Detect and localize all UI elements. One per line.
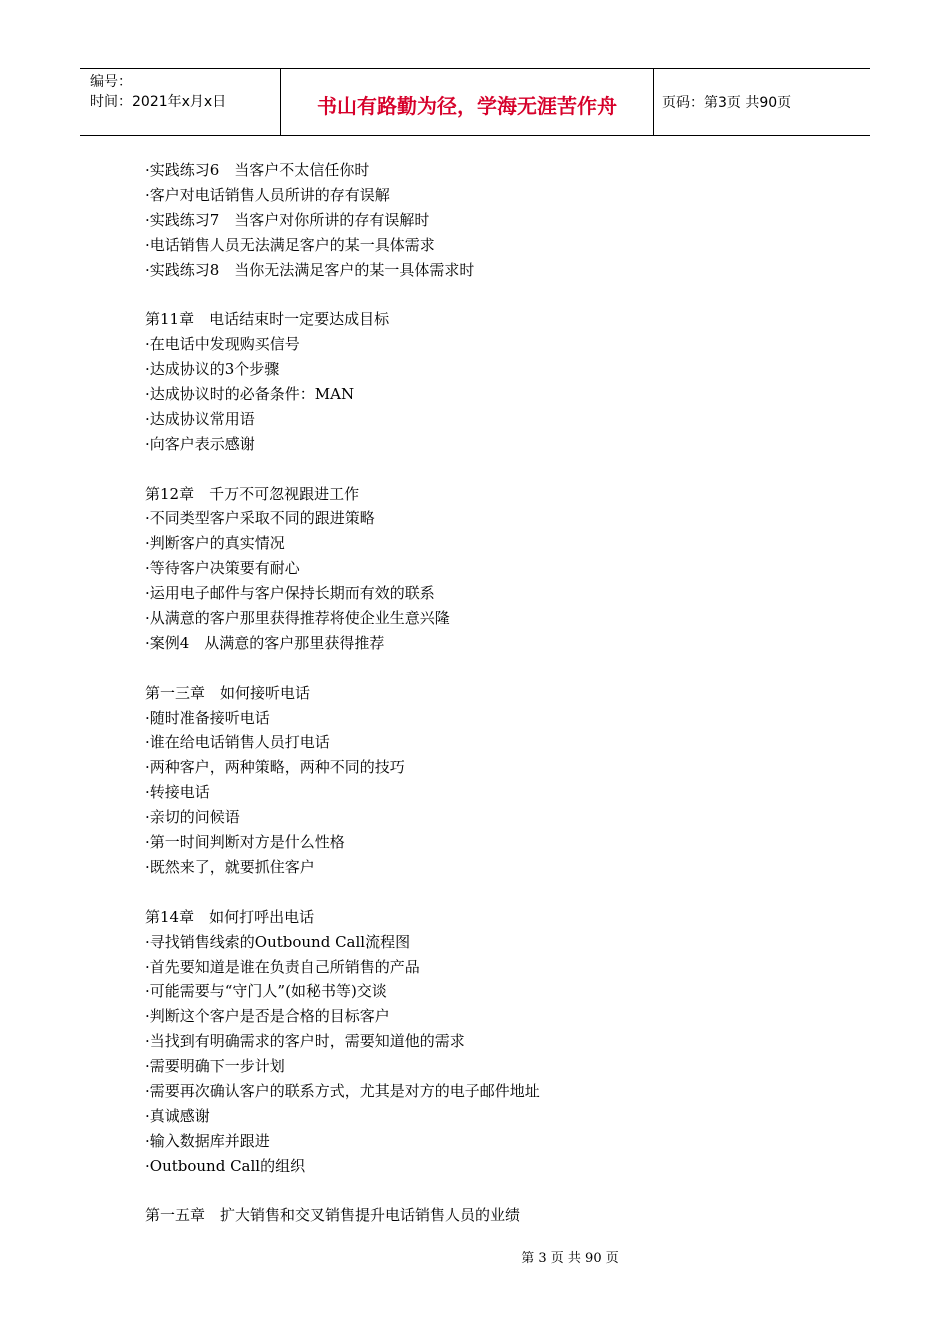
list-item: ·Outbound Call的组织 bbox=[145, 1156, 306, 1175]
chapter-heading: 第12章 千万不可忽视跟进工作 bbox=[145, 484, 360, 503]
page-footer: 第 3 页 共 90 页 bbox=[521, 1251, 619, 1266]
list-item: ·既然来了，就要抓住客户 bbox=[145, 857, 315, 876]
list-item: ·两种客户，两种策略，两种不同的技巧 bbox=[145, 758, 405, 777]
chapter-heading: 第一三章 如何接听电话 bbox=[145, 683, 311, 702]
list-item: ·转接电话 bbox=[145, 783, 210, 802]
list-item: ·不同类型客户采取不同的跟进策略 bbox=[145, 509, 375, 528]
header-page-info: 页码：第3页 共90页 bbox=[662, 95, 792, 111]
document-body bbox=[145, 158, 845, 1228]
paragraph-gap bbox=[145, 880, 845, 905]
list-item: ·实践练习8 当你无法满足客户的某一具体需求时 bbox=[145, 260, 475, 279]
list-item: ·向客户表示感谢 bbox=[145, 434, 255, 453]
list-item: ·随时准备接听电话 bbox=[145, 708, 270, 727]
list-item: ·等待客户决策要有耐心 bbox=[145, 559, 300, 578]
list-item: ·达成协议常用语 bbox=[145, 409, 255, 428]
paragraph-gap bbox=[145, 656, 845, 681]
paragraph-gap bbox=[145, 282, 845, 307]
list-item: ·实践练习6 当客户不太信任你时 bbox=[145, 161, 370, 179]
list-item: ·真诚感谢 bbox=[145, 1106, 210, 1125]
document-date-label: 时间：2021年x月x日 bbox=[90, 94, 227, 110]
list-item: ·可能需要与“守门人”(如秘书等)交谈 bbox=[145, 982, 387, 1001]
list-item: ·客户对电话销售人员所讲的存有误解 bbox=[145, 185, 390, 204]
list-item: ·判断客户的真实情况 bbox=[145, 534, 285, 553]
list-item: ·达成协议时的必备条件：MAN bbox=[145, 385, 355, 404]
paragraph-gap bbox=[145, 457, 845, 482]
page-header bbox=[80, 68, 870, 136]
header-motto: 书山有路勤为径，学海无涯苦作舟 bbox=[281, 69, 654, 135]
list-item: ·运用电子邮件与客户保持长期而有效的联系 bbox=[145, 584, 435, 603]
list-item: ·在电话中发现购买信号 bbox=[145, 335, 300, 354]
list-item: ·需要明确下一步计划 bbox=[145, 1057, 285, 1076]
list-item: ·寻找销售线索的Outbound Call流程图 bbox=[145, 932, 411, 951]
chapter-heading: 第一五章 扩大销售和交叉销售提升电话销售人员的业绩 bbox=[145, 1206, 521, 1225]
header-meta-cell bbox=[80, 69, 281, 135]
list-item: ·第一时间判断对方是什么性格 bbox=[145, 833, 345, 852]
list-item: ·达成协议的3个步骤 bbox=[145, 360, 280, 379]
list-item: ·实践练习7 当客户对你所讲的存有误解时 bbox=[145, 210, 430, 229]
chapter-heading: 第11章 电话结束时一定要达成目标 bbox=[145, 310, 390, 329]
list-item: ·亲切的问候语 bbox=[145, 808, 240, 827]
list-item: ·输入数据库并跟进 bbox=[145, 1131, 270, 1150]
list-item: ·从满意的客户那里获得推荐将使企业生意兴隆 bbox=[145, 609, 450, 628]
list-item: ·电话销售人员无法满足客户的某一具体需求 bbox=[145, 235, 435, 254]
document-number-label: 编号： bbox=[90, 74, 132, 90]
list-item: ·案例4 从满意的客户那里获得推荐 bbox=[145, 633, 385, 652]
list-item: ·首先要知道是谁在负责自己所销售的产品 bbox=[145, 957, 420, 976]
paragraph-gap bbox=[145, 1179, 845, 1204]
list-item: ·当找到有明确需求的客户时，需要知道他的需求 bbox=[145, 1032, 465, 1051]
list-item: ·谁在给电话销售人员打电话 bbox=[145, 733, 330, 752]
list-item: ·需要再次确认客户的联系方式，尤其是对方的电子邮件地址 bbox=[145, 1081, 540, 1100]
chapter-heading: 第14章 如何打呼出电话 bbox=[145, 907, 315, 926]
list-item: ·判断这个客户是否是合格的目标客户 bbox=[145, 1007, 390, 1026]
